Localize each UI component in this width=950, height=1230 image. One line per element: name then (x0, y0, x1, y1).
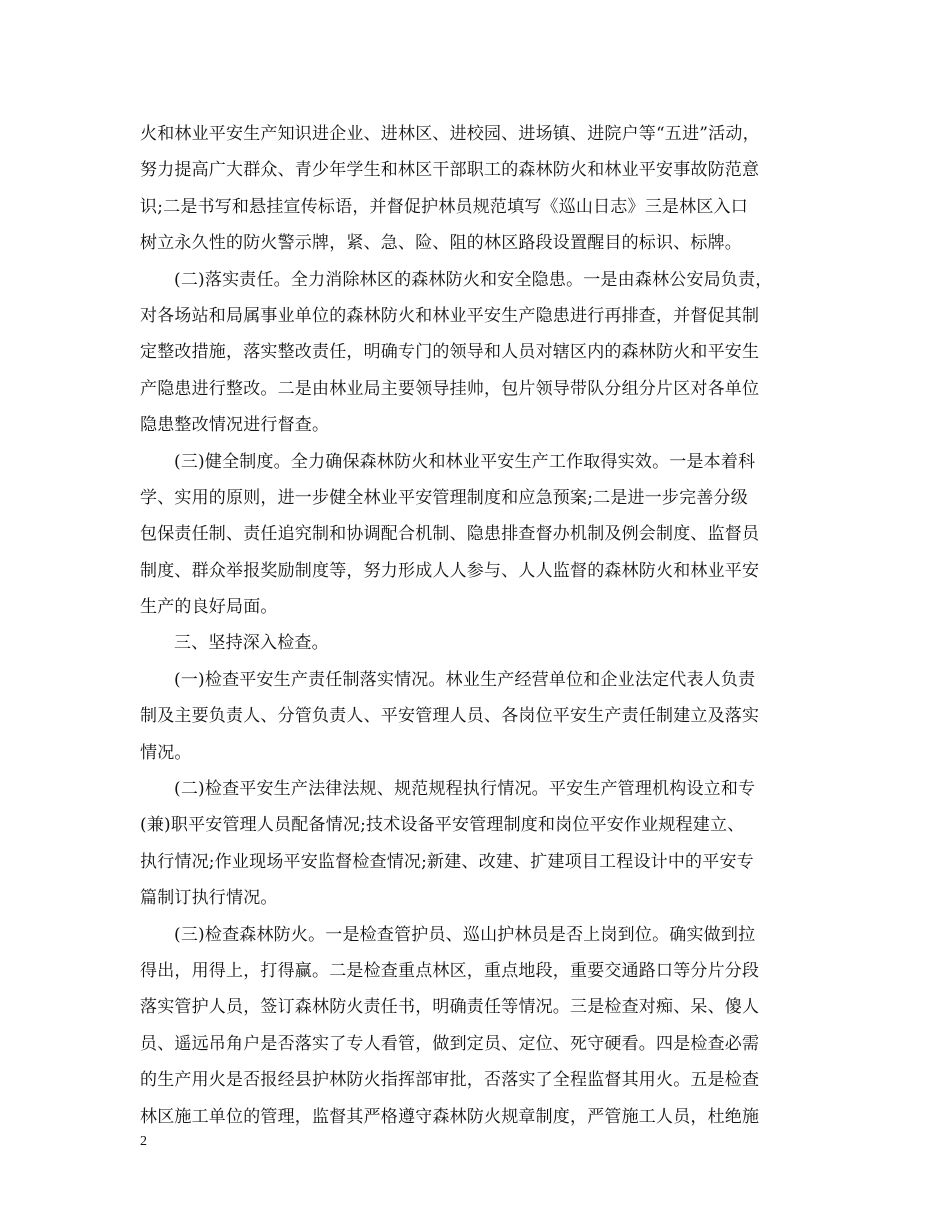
text-line: 识;二是书写和悬挂宣传标语，并督促护林员规范填写《巡山日志》三是林区入口 (140, 196, 748, 217)
text-line: 努力提高广大群众、青少年学生和林区干部职工的森林防火和林业平安事故防范意 (140, 160, 760, 181)
text-line: 制及主要负责人、分管负责人、平安管理人员、各岗位平安生产责任制建立及落实 (140, 706, 760, 727)
text-line: 隐患整改情况进行督查。 (140, 415, 330, 436)
text-line: (兼)职平安管理人员配备情况;技术设备平安管理制度和岗位平安作业规程建立、 (140, 815, 745, 836)
text-line: 生产的良好局面。 (140, 597, 278, 618)
text-line: 对各场站和局属事业单位的森林防火和林业平安生产隐患进行再排查，并督促其制 (140, 305, 760, 326)
text-line: 篇制订执行情况。 (140, 888, 278, 909)
text-line: 火和林业平安生产知识进企业、进林区、进校园、进场镇、进院户等“五进”活动， (140, 124, 760, 144)
text-line: 执行情况;作业现场平安监督检查情况;新建、改建、扩建项目工程设计中的平安专 (140, 851, 754, 872)
paragraph-heading-line: (三)检查森林防火。一是检查管护员、巡山护林员是否上岗到位。确实做到拉 (174, 924, 756, 945)
text-line: 产隐患进行整改。二是由林业局主要领导挂帅，包片领导带队分组分片区对各单位 (140, 378, 760, 399)
text-line: 树立永久性的防火警示牌，紧、急、险、阻的林区路段设置醒目的标识、标牌。 (140, 233, 742, 254)
section-heading-line: 三、坚持深入检查。 (174, 633, 329, 654)
text-line: 落实管护人员，签订森林防火责任书，明确责任等情况。三是检查对痴、呆、傻人 (140, 997, 760, 1018)
paragraph-heading-line: (一)检查平安生产责任制落实情况。林业生产经营单位和企业法定代表人负责 (174, 669, 756, 690)
page-number: 2 (140, 1134, 147, 1149)
text-line: 的生产用火是否报经县护林防火指挥部审批，否落实了全程监督其用火。五是检查 (140, 1070, 760, 1091)
text-line: 定整改措施，落实整改责任，明确专门的领导和人员对辖区内的森林防火和平安生 (140, 342, 760, 363)
paragraph-heading-line: (二)落实责任。全力消除林区的森林防火和安全隐患。一是由森林公安局负责， (174, 269, 773, 290)
text-line: 包保责任制、责任追究制和协调配合机制、隐患排查督办机制及例会制度、监督员 (140, 524, 760, 545)
document-body (140, 116, 832, 1135)
text-line: 得出，用得上，打得赢。二是检查重点林区，重点地段，重要交通路口等分片分段 (140, 960, 760, 981)
text-line: 学、实用的原则，进一步健全林业平安管理制度和应急预案;二是进一步完善分级 (140, 487, 748, 508)
text-line: 员、遥远吊角户是否落实了专人看管，做到定员、定位、死守硬看。四是检查必需 (140, 1033, 760, 1054)
text-line: 制度、群众举报奖励制度等，努力形成人人参与、人人监督的森林防火和林业平安 (140, 560, 760, 581)
text-line: 林区施工单位的管理，监督其严格遵守森林防火规章制度，严管施工人员，杜绝施 (140, 1106, 760, 1127)
paragraph-heading-line: (三)健全制度。全力确保森林防火和林业平安生产工作取得实效。一是本着科 (174, 451, 756, 472)
text-line: 情况。 (140, 742, 192, 763)
paragraph-heading-line: (二)检查平安生产法律法规、规范规程执行情况。平安生产管理机构设立和专 (174, 779, 756, 800)
